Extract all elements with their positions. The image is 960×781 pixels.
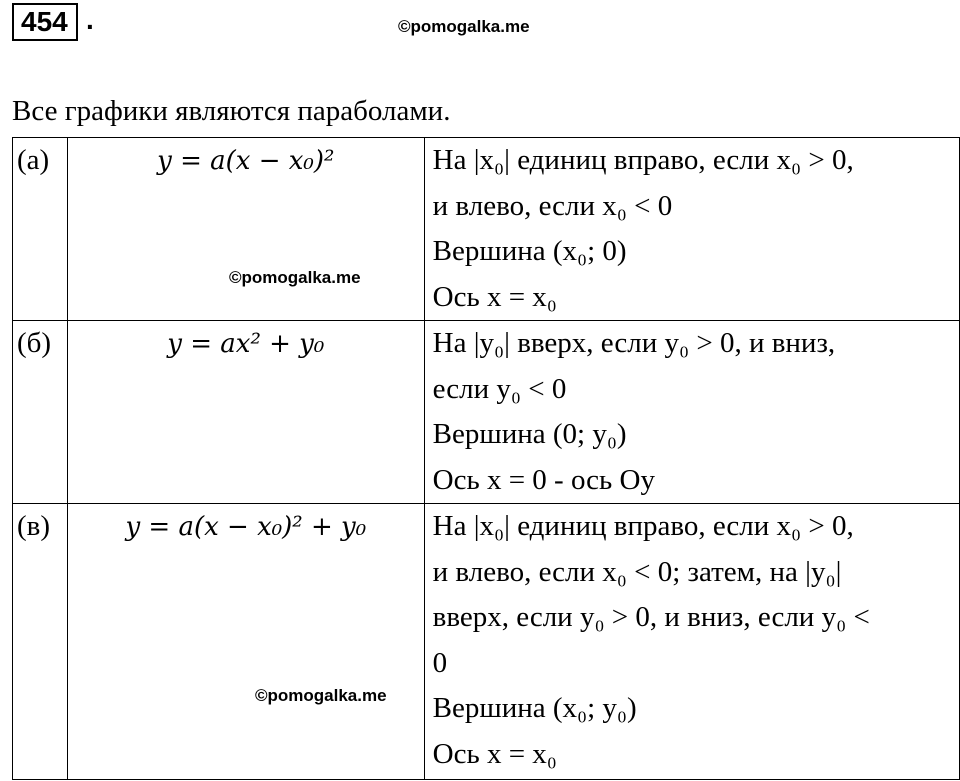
description-line: На |x₀| единиц вправо, если x₀ > 0, bbox=[432, 510, 854, 542]
row-label: (а) bbox=[13, 138, 68, 321]
formula-cell bbox=[67, 321, 424, 504]
watermark-top: ©pomogalka.me bbox=[398, 17, 530, 36]
description-line: Вершина (0; y₀) bbox=[432, 418, 627, 450]
formula-cell bbox=[67, 138, 424, 321]
watermark-row-a: ©pomogalka.me bbox=[229, 268, 361, 287]
description-line: Ось x = 0 - ось Oy bbox=[432, 463, 655, 496]
description-line: если y₀ < 0 bbox=[432, 372, 567, 405]
description-line: вверх, если y₀ > 0, и вниз, если y₀ < bbox=[432, 601, 870, 633]
formula-cell bbox=[67, 504, 424, 780]
description-cell bbox=[424, 138, 959, 321]
answer-table bbox=[12, 137, 960, 780]
table-row bbox=[13, 504, 960, 780]
problem-number: 454 bbox=[12, 3, 78, 41]
row-label: (в) bbox=[13, 504, 68, 780]
table-row bbox=[13, 321, 960, 504]
description-line: На |y₀| вверх, если y₀ > 0, и вниз, bbox=[432, 327, 836, 359]
row-label: (б) bbox=[13, 321, 68, 504]
watermark-row-v: ©pomogalka.me bbox=[255, 686, 387, 705]
description-line: Вершина (x₀; y₀) bbox=[432, 692, 637, 724]
description-line: 0 bbox=[432, 646, 448, 679]
description-cell bbox=[424, 321, 959, 504]
description-line: На |x₀| единиц вправо, если x₀ > 0, bbox=[432, 144, 854, 176]
description-line: Вершина (x₀; 0) bbox=[432, 235, 627, 267]
description-line: и влево, если x₀ < 0 bbox=[432, 189, 673, 222]
formula: y = a(x − x₀)² bbox=[157, 146, 335, 176]
description-line: Ось x = x₀ bbox=[432, 280, 557, 313]
problem-number-dot: . bbox=[86, 4, 94, 35]
formula: y = ax² + y₀ bbox=[167, 329, 325, 359]
description-cell bbox=[424, 504, 959, 780]
formula: y = a(x − x₀)² + y₀ bbox=[125, 512, 367, 542]
description-line: Ось x = x₀ bbox=[432, 737, 557, 770]
intro-text: Все графики являются параболами. bbox=[12, 95, 451, 127]
description-line: и влево, если x₀ < 0; затем, на |y₀| bbox=[432, 555, 842, 588]
table-row bbox=[13, 138, 960, 321]
